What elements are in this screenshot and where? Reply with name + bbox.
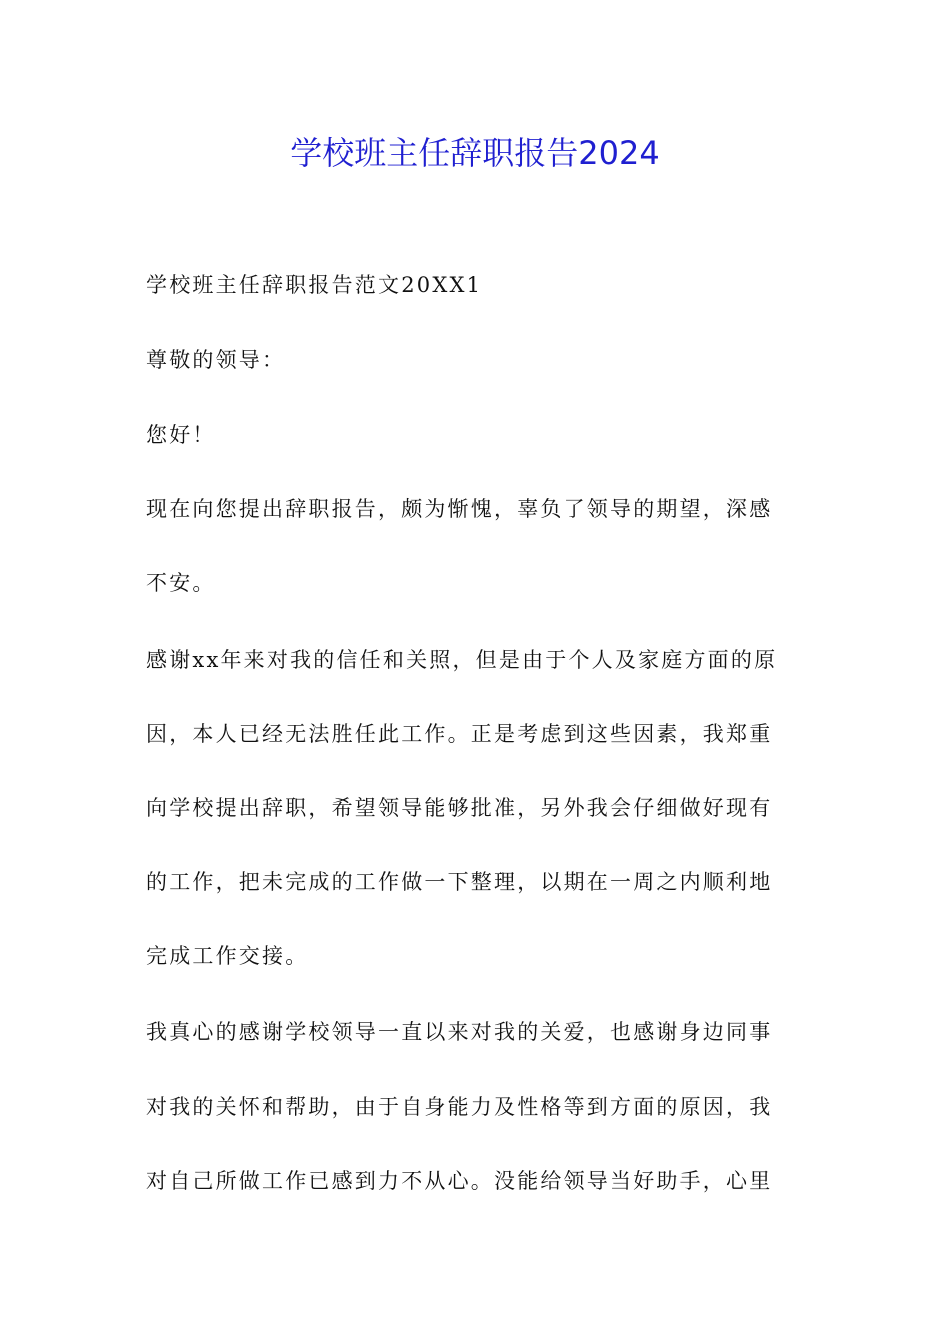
- document-title: 学校班主任辞职报告2024: [290, 134, 660, 172]
- body-line: 不安。: [146, 571, 216, 595]
- body-line: 现在向您提出辞职报告，颇为惭愧，辜负了领导的期望，深感: [146, 497, 773, 521]
- body-line: 我真心的感谢学校领导一直以来对我的关爱，也感谢身边同事: [146, 1020, 773, 1044]
- greeting-line: 您好！: [146, 423, 216, 447]
- body-line: 因，本人已经无法胜任此工作。正是考虑到这些因素，我郑重: [146, 722, 773, 746]
- body-line: 对自己所做工作已感到力不从心。没能给领导当好助手，心里: [146, 1169, 773, 1193]
- body-line: 向学校提出辞职，希望领导能够批准，另外我会仔细做好现有: [146, 796, 773, 820]
- body-line: 对我的关怀和帮助，由于自身能力及性格等到方面的原因，我: [146, 1095, 773, 1119]
- body-line: 的工作，把未完成的工作做一下整理，以期在一周之内顺利地: [146, 870, 773, 894]
- subtitle-line: 学校班主任辞职报告范文20XX1: [146, 273, 483, 297]
- salutation-line: 尊敬的领导：: [146, 348, 286, 372]
- body-line: 完成工作交接。: [146, 944, 309, 968]
- body-line: 感谢xx年来对我的信任和关照，但是由于个人及家庭方面的原: [146, 648, 778, 672]
